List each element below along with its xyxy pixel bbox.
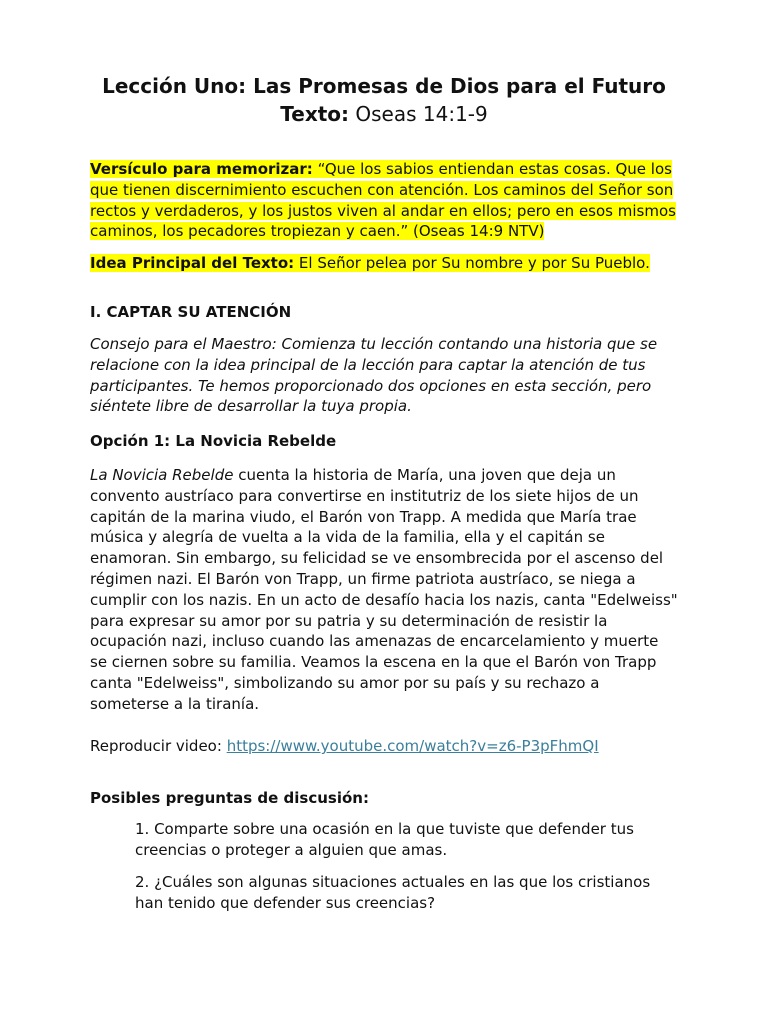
text-label: Texto: bbox=[280, 102, 350, 126]
discussion-heading: Posibles preguntas de discusión: bbox=[90, 789, 369, 807]
discussion-question: 1. Comparte sobre una ocasión en la que tuviste que defender tus creencias o proteger a alguien que amas. bbox=[135, 820, 634, 859]
story-paragraph bbox=[90, 465, 680, 715]
option-1-heading: Opción 1: La Novicia Rebelde bbox=[90, 432, 337, 450]
discussion-question: 2. ¿Cuáles son algunas situaciones actuales en las que los cristianos han tenido que defender sus creencias? bbox=[135, 873, 651, 912]
main-idea bbox=[90, 253, 680, 274]
memory-verse-quote: “Que los sabios entiendan estas cosas. Que los que tienen discernimiento escuchen con atención. Los caminos del Señor son rectos y verdaderos, y los justos viven al andar en ellos; pero en esos mismos caminos, los pecadores tropiezan y caen.” bbox=[90, 160, 676, 241]
memory-verse-reference: (Oseas 14:9 NTV) bbox=[413, 222, 545, 241]
scripture-reference-line bbox=[90, 100, 678, 128]
main-idea-text: El Señor pelea por Su nombre y por Su Pueblo. bbox=[298, 254, 650, 272]
video-line bbox=[90, 736, 680, 757]
story-title: La Novicia Rebelde bbox=[90, 466, 234, 484]
lesson-title: Lección Uno: Las Promesas de Dios para el Futuro bbox=[102, 74, 666, 98]
teacher-tip: Consejo para el Maestro: Comienza tu lección contando una historia que se relacione con la idea principal de la lección para captar la atención de tus participantes. Te hemos proporcionado dos opciones en esta sección, pero siéntete libre de desarrollar la tuya propia. bbox=[90, 335, 658, 416]
video-link[interactable]: https://www.youtube.com/watch?v=z6-P3pFhmQI bbox=[226, 737, 599, 755]
story-body: cuenta la historia de María, una joven que deja un convento austríaco para convertirse en institutriz de los siete hijos de un capitán de la marina viudo, el Barón von Trapp. A medida que María trae música y alegría de vuelta a la vida de la familia, ella y el capitán se enamoran. Sin embargo, su felicidad se ve ensombrecida por el ascenso del régimen nazi. El Barón von Trapp, un firme patriota austríaco, se niega a cumplir con los nazis. En un acto de desafío hacia los nazis, canta "Edelweiss" para expresar su amor por su patria y su determinación de resistir la ocupación nazi, incluso cuando las amenazas de encarcelamiento y muerte se ciernen sobre su familia. Veamos la escena en la que el Barón von Trapp canta "Edelweiss", simbolizando su amor por su país y su rechazo a someterse a la tiranía. bbox=[90, 466, 678, 713]
scripture-reference: Oseas 14:1-9 bbox=[355, 102, 488, 126]
memory-verse bbox=[90, 159, 680, 242]
video-label: Reproducir video: bbox=[90, 737, 227, 755]
main-idea-label: Idea Principal del Texto: bbox=[90, 254, 295, 272]
memory-verse-label: Versículo para memorizar: bbox=[90, 160, 313, 178]
section-heading: I. CAPTAR SU ATENCIÓN bbox=[90, 303, 292, 321]
